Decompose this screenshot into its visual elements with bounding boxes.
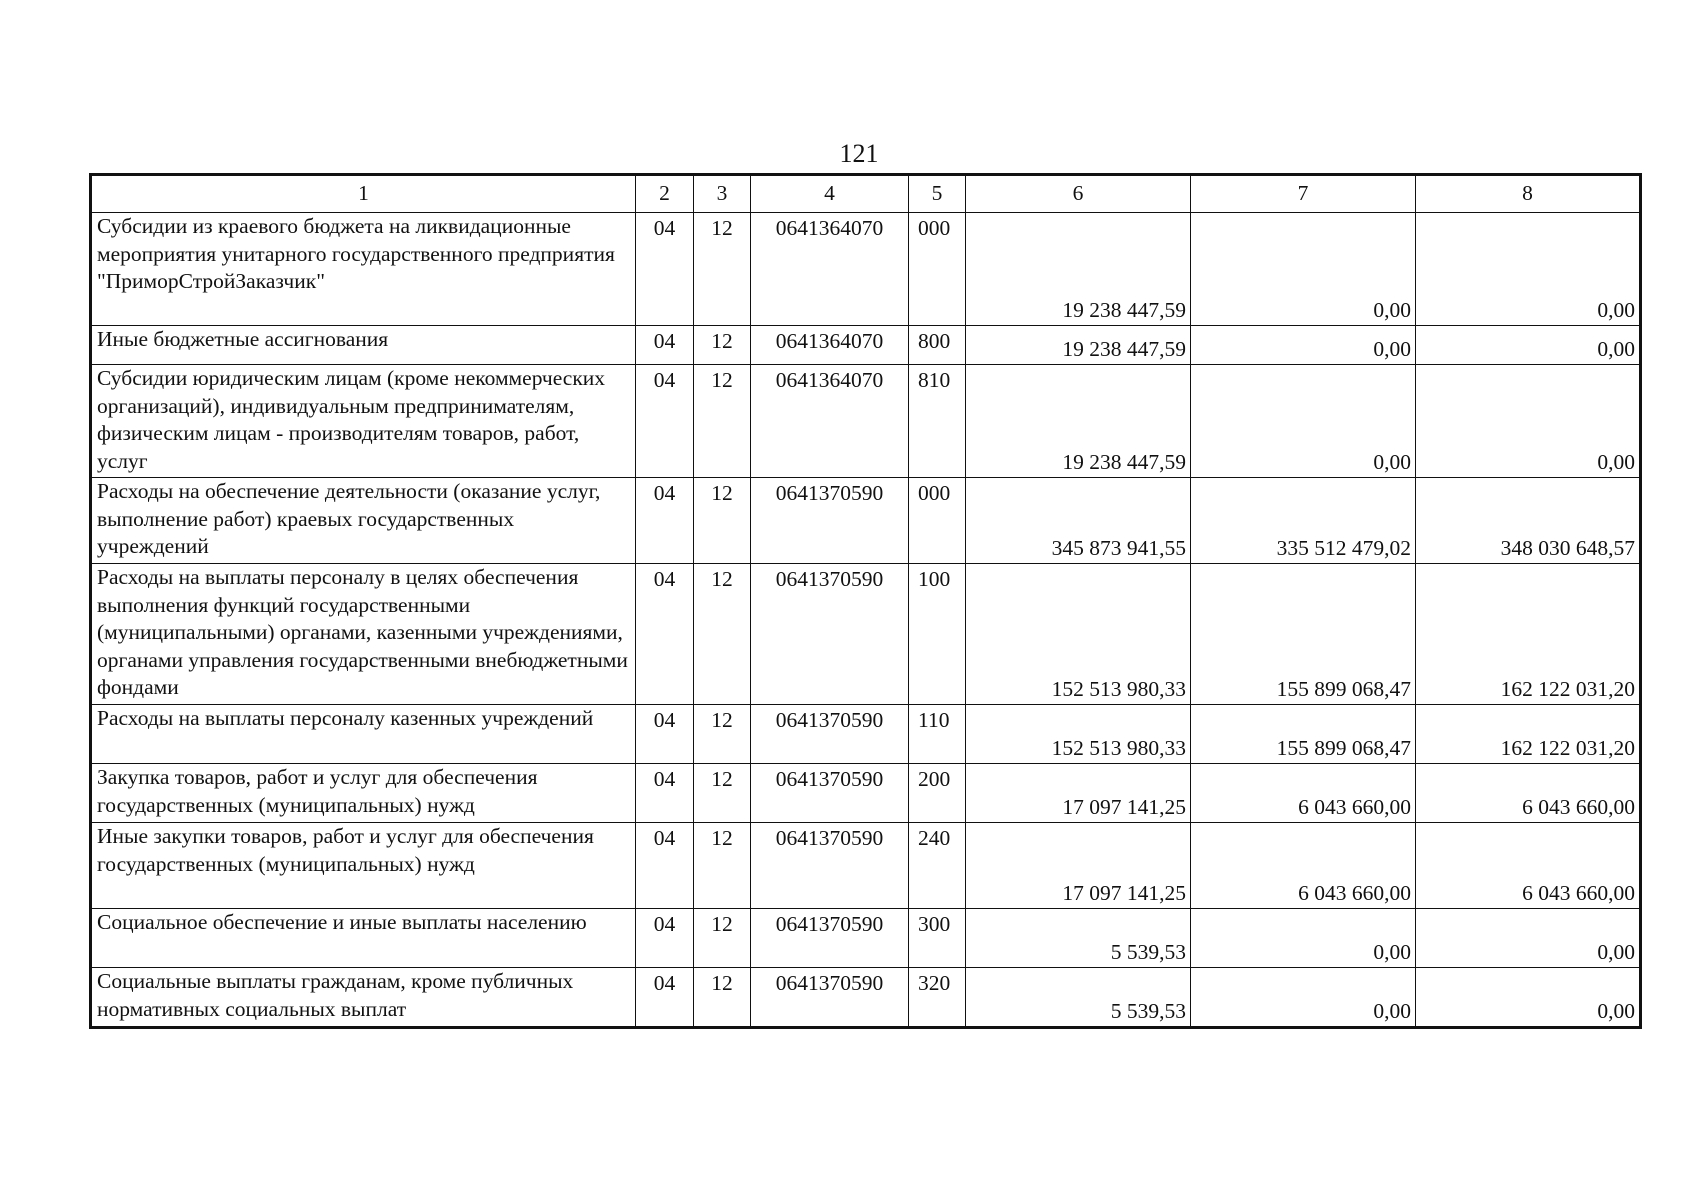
row-target-article: 0641370590 [751,909,909,968]
row-sum-col6: 152 513 980,33 [966,564,1191,705]
row-sum-col6: 19 238 447,59 [966,326,1191,365]
row-sum-col7: 6 043 660,00 [1191,764,1416,823]
row-sum-col7: 155 899 068,47 [1191,705,1416,764]
row-name: Иные бюджетные ассигнования [91,326,636,365]
row-expense-type: 000 [909,478,966,564]
row-name: Расходы на обеспечение деятельности (оказание услуг, выполнение работ) краевых государственных учреждений [91,478,636,564]
row-sum-col8: 0,00 [1416,909,1641,968]
column-header: 4 [751,175,909,213]
row-expense-type: 800 [909,326,966,365]
row-sum-col6: 17 097 141,25 [966,823,1191,909]
table-row [91,968,1641,1028]
table-row [91,213,1641,326]
row-target-article: 0641370590 [751,968,909,1028]
row-sum-col7: 335 512 479,02 [1191,478,1416,564]
row-sum-col8: 6 043 660,00 [1416,823,1641,909]
row-name: Иные закупки товаров, работ и услуг для обеспечения государственных (муниципальных) нужд [91,823,636,909]
row-razdel: 04 [636,968,694,1028]
row-expense-type: 810 [909,365,966,478]
row-razdel: 04 [636,823,694,909]
row-target-article: 0641370590 [751,705,909,764]
row-sum-col6: 17 097 141,25 [966,764,1191,823]
row-sum-col8: 0,00 [1416,326,1641,365]
row-podrazdel: 12 [694,365,751,478]
row-sum-col6: 5 539,53 [966,909,1191,968]
row-podrazdel: 12 [694,705,751,764]
column-header: 2 [636,175,694,213]
row-name: Закупка товаров, работ и услуг для обеспечения государственных (муниципальных) нужд [91,764,636,823]
row-razdel: 04 [636,326,694,365]
row-razdel: 04 [636,909,694,968]
row-sum-col6: 5 539,53 [966,968,1191,1028]
table-row [91,564,1641,705]
table-row [91,823,1641,909]
row-name: Расходы на выплаты персоналу в целях обеспечения выполнения функций государственными (муниципальными) органами, казенными учреждениями, органами управления государственными внебюджетными фондами [91,564,636,705]
row-target-article: 0641364070 [751,326,909,365]
row-sum-col8: 0,00 [1416,968,1641,1028]
row-podrazdel: 12 [694,968,751,1028]
page-number: 121 [839,139,879,168]
row-expense-type: 300 [909,909,966,968]
row-sum-col7: 0,00 [1191,326,1416,365]
row-target-article: 0641370590 [751,564,909,705]
row-sum-col8: 162 122 031,20 [1416,564,1641,705]
row-podrazdel: 12 [694,564,751,705]
row-sum-col8: 348 030 648,57 [1416,478,1641,564]
row-sum-col7: 155 899 068,47 [1191,564,1416,705]
row-sum-col7: 0,00 [1191,365,1416,478]
row-podrazdel: 12 [694,823,751,909]
row-sum-col8: 0,00 [1416,213,1641,326]
row-sum-col7: 0,00 [1191,968,1416,1028]
row-sum-col6: 19 238 447,59 [966,365,1191,478]
row-expense-type: 200 [909,764,966,823]
row-target-article: 0641370590 [751,764,909,823]
table-row [91,705,1641,764]
column-header: 1 [91,175,636,213]
row-target-article: 0641364070 [751,213,909,326]
table-row [91,909,1641,968]
table-header-row [91,175,1641,213]
row-sum-col7: 0,00 [1191,213,1416,326]
row-podrazdel: 12 [694,213,751,326]
row-podrazdel: 12 [694,764,751,823]
column-header: 7 [1191,175,1416,213]
row-sum-col8: 0,00 [1416,365,1641,478]
row-podrazdel: 12 [694,909,751,968]
row-target-article: 0641370590 [751,823,909,909]
row-razdel: 04 [636,478,694,564]
row-expense-type: 320 [909,968,966,1028]
row-expense-type: 110 [909,705,966,764]
row-sum-col6: 345 873 941,55 [966,478,1191,564]
row-expense-type: 240 [909,823,966,909]
row-name: Субсидии из краевого бюджета на ликвидационные мероприятия унитарного государственного предприятия "ПриморСтройЗаказчик" [91,213,636,326]
row-expense-type: 100 [909,564,966,705]
column-header: 8 [1416,175,1641,213]
row-podrazdel: 12 [694,326,751,365]
row-sum-col7: 6 043 660,00 [1191,823,1416,909]
column-header: 6 [966,175,1191,213]
row-sum-col8: 6 043 660,00 [1416,764,1641,823]
row-razdel: 04 [636,764,694,823]
row-sum-col8: 162 122 031,20 [1416,705,1641,764]
row-sum-col6: 19 238 447,59 [966,213,1191,326]
row-sum-col6: 152 513 980,33 [966,705,1191,764]
row-name: Социальное обеспечение и иные выплаты населению [91,909,636,968]
table-row [91,365,1641,478]
row-podrazdel: 12 [694,478,751,564]
row-name: Субсидии юридическим лицам (кроме некоммерческих организаций), индивидуальным предпринимателям, физическим лицам - производителям товаров, работ, услуг [91,365,636,478]
row-razdel: 04 [636,365,694,478]
column-header: 3 [694,175,751,213]
table-row [91,478,1641,564]
table-row [91,764,1641,823]
row-target-article: 0641370590 [751,478,909,564]
row-expense-type: 000 [909,213,966,326]
row-name: Расходы на выплаты персоналу казенных учреждений [91,705,636,764]
column-header: 5 [909,175,966,213]
row-name: Социальные выплаты гражданам, кроме публичных нормативных социальных выплат [91,968,636,1028]
budget-table [89,173,1642,1029]
row-sum-col7: 0,00 [1191,909,1416,968]
row-target-article: 0641364070 [751,365,909,478]
row-razdel: 04 [636,564,694,705]
row-razdel: 04 [636,213,694,326]
table-row [91,326,1641,365]
row-razdel: 04 [636,705,694,764]
